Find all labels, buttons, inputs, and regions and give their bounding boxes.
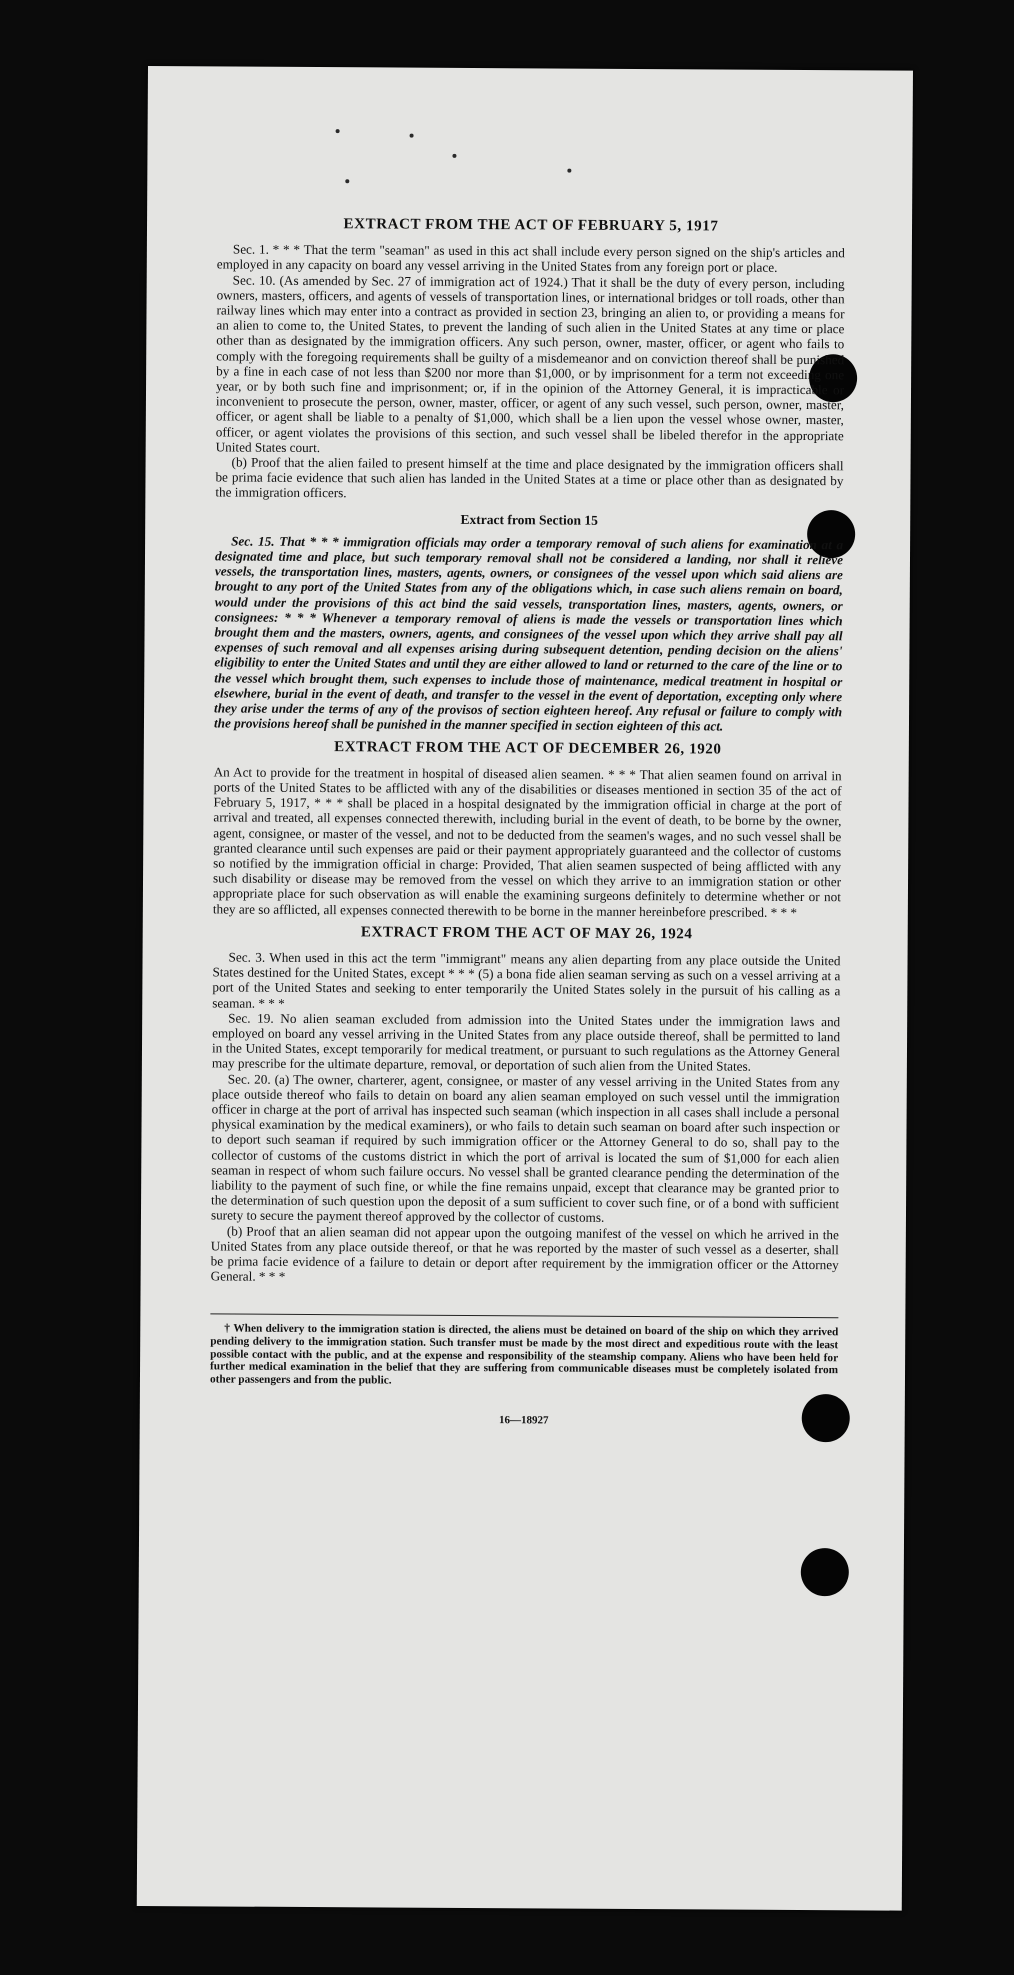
paragraph-sec-20-b: (b) Proof that an alien seaman did not appear upon the outgoing manifest of the vessel on which he arrived in the United States from any place outside thereof, or that he was reported by the master of such vessel as a deserter, shall be prima facie evidence of a failure to detain or deport after requirement by the immigration officer or the Attorney General. * * *: [210, 1223, 839, 1285]
paragraph-sec-3: Sec. 3. When used in this act the term "immigrant" means any alien departing from any place outside the United States destined for the United States, except * * * (5) a bona fide alien seaman serving as such on a vessel arriving at a port of the United States and seeking to enter temporarily the United States solely in the pursuit of his calling as a seaman. * * *: [212, 949, 841, 1011]
punch-hole: [801, 1548, 849, 1596]
speck: [410, 134, 414, 138]
footnote: [210, 1314, 838, 1390]
speck: [345, 179, 349, 183]
paragraph-act-1920: An Act to provide for the treatment in hospital of diseased alien seamen. * * * That alien seamen found on arrival in ports of the United States to be afflicted with any of the disabilities or diseases mentioned in section 35 of the act of February 5, 1917, * * * shall be placed in a hospital designated by the immigration official in charge at the port of arrival and treated, all expenses connected therewith, including burial in the event of death, to be borne by the owner, agent, consignee, or master of the vessel, and not to be deducted from the seamen's wages, and no such vessel shall be granted clearance until such expenses are paid or their payment appropriately guaranteed and the collector of customs so notified by the immigration official in charge: Provided, That alien seamen suspected of being afflicted with any such disability or disease may be removed from the vessel on which they arrive to an immigration station or other appropriate place for such observation as will enable the examining surgeons definitely to determine whether or not they are so afflicted, all expenses connected therewith to be borne in the manner hereinbefore prescribed. * * *: [212, 764, 842, 920]
heading-act-1920: EXTRACT FROM THE ACT OF DECEMBER 26, 1920: [334, 738, 722, 758]
heading-act-1924: EXTRACT FROM THE ACT OF MAY 26, 1924: [360, 924, 693, 943]
paragraph-sec-20-a: Sec. 20. (a) The owner, charterer, agent, consignee, or master of any vessel arriving in the United States from any place outside thereof who fails to detain on board any alien seaman employed on such vessel until the immigration officer in charge at the port of arrival has inspected such seaman (which inspection in all cases shall include a personal physical examination by the medical examiners), or who fails to detain such seaman on board after such inspection or to deport such seaman if required by such immigration officer or the Attorney General to do so, shall pay to the collector of customs of the customs district in which the port of arrival is located the sum of $1,000 for each alien seaman in respect of whom such failure occurs. No vessel shall be granted clearance pending the determination of the liability to the payment of such fine, or while the fine remains unpaid, except that clearance may be granted prior to the determination of such question upon the deposit of a sum sufficient to cover such fine, or of a bond with sufficient surety to secure the payment thereof approved by the collector of customs.: [210, 1071, 840, 1226]
speck: [452, 154, 456, 158]
document-body: [210, 208, 845, 1430]
form-number: 16—18927: [498, 1414, 549, 1427]
heading-section-15: Extract from Section 15: [460, 511, 598, 528]
paragraph-sec-15: Sec. 15. That * * * immigration officials may order a temporary removal of such aliens for examination at a designated time and place, but such temporary removal shall not be considered a landing, nor shall it relieve vessels, the transportation lines, masters, agents, owners, or consignees of the vessel upon which said aliens are brought to any port of the United States from any of the obligations which, in case such aliens remain on board, would under the provisions of this act bind the said vessels, transportation lines, masters, agents, owners, or consignees: * * * Whenever a temporary removal of aliens is made the vessels or transportation lines which brought them and the masters, owners, agents, and consignees of the vessel upon which they arrive shall pay all expenses of such removal and all expenses arising during subsequent detention, pending decision on the aliens' eligibility to enter the United States and until they are either allowed to land or returned to the care of the line or to the vessel which brought them, such expenses to include those of maintenance, medical treatment in hospital or elsewhere, burial in the event of death, and transfer to the vessel in the event of deportation, excepting only where they arise under the terms of any of the provisos of section eighteen hereof. Any refusal or failure to comply with the provisions hereof shall be punished in the manner specified in section eighteen of this act.: [213, 533, 844, 734]
document-page: [137, 66, 913, 1911]
heading-act-1917: EXTRACT FROM THE ACT OF FEBRUARY 5, 1917: [343, 216, 719, 235]
paragraph-sec-1: Sec. 1. * * * That the term "seaman" as used in this act shall include every person signed on the ship's articles and employed in any capacity on board any vessel arriving in the United States from any foreign port or place.: [216, 241, 845, 276]
paragraph-sec-19: Sec. 19. No alien seaman excluded from admission into the United States under the immigration laws and employed on board any vessel arriving in the United States from any place outside thereof, shall be permitted to land in the United States, except temporarily for medical treatment, or pursuant to such regulations as the Attorney General may prescribe for the ultimate departure, removal, or deportation of such alien from the United States.: [211, 1010, 841, 1075]
paragraph-sec-10-b: (b) Proof that the alien failed to present himself at the time and place designated by the immigration officers shall be prima facie evidence that such alien has landed in the United States at a time or place other than as designated by the immigration officers.: [215, 454, 844, 501]
paragraph-sec-10: Sec. 10. (As amended by Sec. 27 of immigration act of 1924.) That it shall be the duty of every person, including owners, masters, officers, and agents of vessels of transportation lines, or international bridges or toll roads, other than railway lines which may enter into a contract as provided in section 23, bringing an alien to, or providing a means for an alien to come to, the United States, to prevent the landing of such alien in the United States at any time or place other than as designated by the immigration officers. Any such person, owner, master, officer, or agent who fails to comply with the foregoing requirements shall be guilty of a misdemeanor and on conviction thereof shall be punished by a fine in each case of not less than $200 nor more than $1,000, or by imprisonment for a term not exceeding one year, or by both such fine and imprisonment; or, if in the opinion of the Attorney General, it is impracticable or inconvenient to prosecute the person, owner, master, officer, or agent of any such vessel, such person, owner, master, officer, or agent shall be liable to a penalty of $1,000, which shall be a lien upon the vessel whose owner, master, officer, or agent violates the provisions of this section, and such vessel shall be libeled therefor in the appropriate United States court.: [215, 272, 845, 455]
speck: [336, 129, 340, 133]
speck: [567, 169, 571, 173]
footnote-text: † When delivery to the immigration station is directed, the aliens must be detained on board of the ship on which they arrived pending delivery to the immigration station. Such transfer must be made by the most direct and expeditious route with the least possible contact with the public, and at the expense and responsibility of the steamship company. Aliens who have been held for further medical examination in the belief that they are suffering from communicable diseases must be completely isolated from other passengers and from the public.: [209, 1322, 839, 1387]
